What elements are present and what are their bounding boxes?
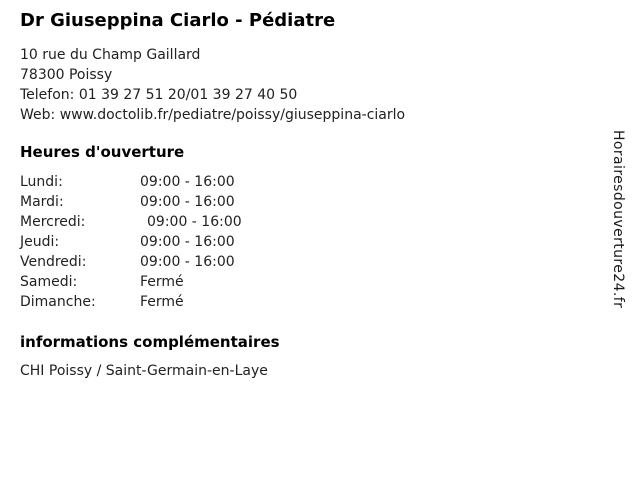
hours-heading: Heures d'ouverture — [20, 143, 185, 161]
hours-row-thursday — [20, 232, 242, 252]
address-line-2: 78300 Poissy — [20, 67, 113, 83]
additional-info-text: CHI Poissy / Saint-Germain-en-Laye — [20, 363, 268, 379]
contact-block — [20, 45, 405, 125]
hours-value: 09:00 - 16:00 — [140, 234, 235, 250]
hours-row-friday — [20, 252, 242, 272]
address-line-1: 10 rue du Champ Gaillard — [20, 47, 201, 63]
day-label: Dimanche: — [20, 294, 96, 310]
hours-row-saturday — [20, 272, 242, 292]
hours-row-monday — [20, 172, 242, 192]
phone-line: Telefon: 01 39 27 51 20/01 39 27 40 50 — [20, 87, 298, 103]
watermark-vertical-text: Horairesdouverture24.fr — [610, 130, 626, 309]
additional-info-heading: informations complémentaires — [20, 333, 280, 351]
day-label: Vendredi: — [20, 254, 87, 270]
hours-value: 09:00 - 16:00 — [140, 174, 235, 190]
day-label: Mercredi: — [20, 214, 86, 230]
day-label: Jeudi: — [20, 234, 60, 250]
hours-row-sunday — [20, 292, 242, 312]
hours-value: Fermé — [140, 294, 184, 310]
web-line: Web: www.doctolib.fr/pediatre/poissy/giuseppina-ciarlo — [20, 107, 406, 123]
hours-value: 09:00 - 16:00 — [140, 254, 235, 270]
day-label: Samedi: — [20, 274, 78, 290]
day-label: Lundi: — [20, 174, 63, 190]
hours-value: 09:00 - 16:00 — [147, 214, 242, 230]
day-label: Mardi: — [20, 194, 64, 210]
hours-row-wednesday — [20, 212, 242, 232]
hours-row-tuesday — [20, 192, 242, 212]
page-title: Dr Giuseppina Ciarlo - Pédiatre — [20, 10, 336, 31]
hours-value: Fermé — [140, 274, 184, 290]
hours-value: 09:00 - 16:00 — [140, 194, 235, 210]
hours-table — [20, 172, 242, 312]
